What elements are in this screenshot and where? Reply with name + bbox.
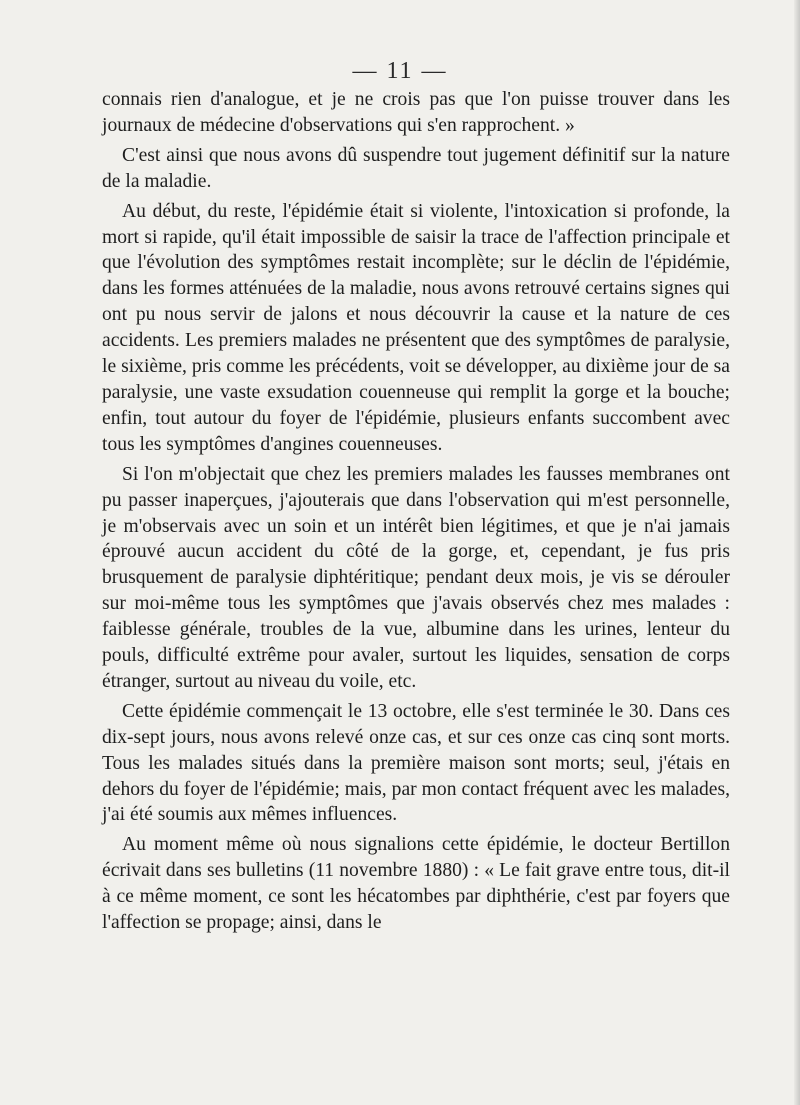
paragraph: C'est ainsi que nous avons dû suspendre tout jugement définitif sur la nature de la maladie.	[102, 144, 730, 192]
paragraph: Cette épidémie commençait le 13 octobre, elle s'est terminée le 30. Dans ces dix-sept jours, nous avons relevé onze cas, et sur ces onze cas cinq sont morts. Tous les malades situés dans la première maison sont morts; seul, j'étais en dehors du foyer de l'épidémie; mais, par mon contact fréquent avec les malades, j'ai été soumis aux mêmes influences.	[102, 700, 730, 826]
paragraph: Au début, du reste, l'épidémie était si violente, l'intoxication si profonde, la mort si rapide, qu'il était impossible de saisir la trace de l'affection principale et que l'évolution des symptômes restait incomplète; sur le déclin de l'épidémie, dans les formes atténuées de la maladie, nous avons retrouvé certains signes qui ont pu nous servir de jalons et nous découvrir la cause et la nature de ces accidents. Les premiers malades ne présentent que des symptômes de paralysie, le sixième, pris comme les précédents, voit se développer, au dixième jour de sa paralysie, une vaste exsudation couenneuse qui remplit la gorge et la bouche; enfin, tout autour du foyer de l'épidémie, plusieurs enfants succombent avec tous les symptômes d'angines couenneuses.	[102, 200, 730, 455]
paragraph-continued: connais rien d'analogue, et je ne crois pas que l'on puisse trouver dans les journaux de médecine d'observations qui s'en rapprochent. »	[102, 89, 730, 136]
page-number: — 11 —	[352, 58, 448, 84]
body-text	[102, 87, 730, 940]
paragraph: Si l'on m'objectait que chez les premiers malades les fausses membranes ont pu passer inaperçues, j'ajouterais que dans l'observation qui m'est personnelle, je m'observais avec un soin et un intérêt bien légitimes, et que je n'ai jamais éprouvé aucun accident du côté de la gorge, et, cependant, je fus pris brusquement de paralysie diphtéritique; pendant deux mois, je vis se dérouler sur moi-même tous les symptômes que j'avais observés chez mes malades : faiblesse générale, troubles de la vue, albumine dans les urines, lenteur du pouls, difficulté extrême pour avaler, surtout les liquides, sensation de corps étranger, surtout au niveau du voile, etc.	[102, 463, 730, 692]
paragraph: Au moment même où nous signalions cette épidémie, le docteur Bertillon écrivait dans ses bulletins (11 novembre 1880) : « Le fait grave entre tous, dit-il à ce même moment, ce sont les hécatombes par diphthérie, c'est par foyers que l'affection se propage; ainsi, dans le	[102, 834, 730, 934]
